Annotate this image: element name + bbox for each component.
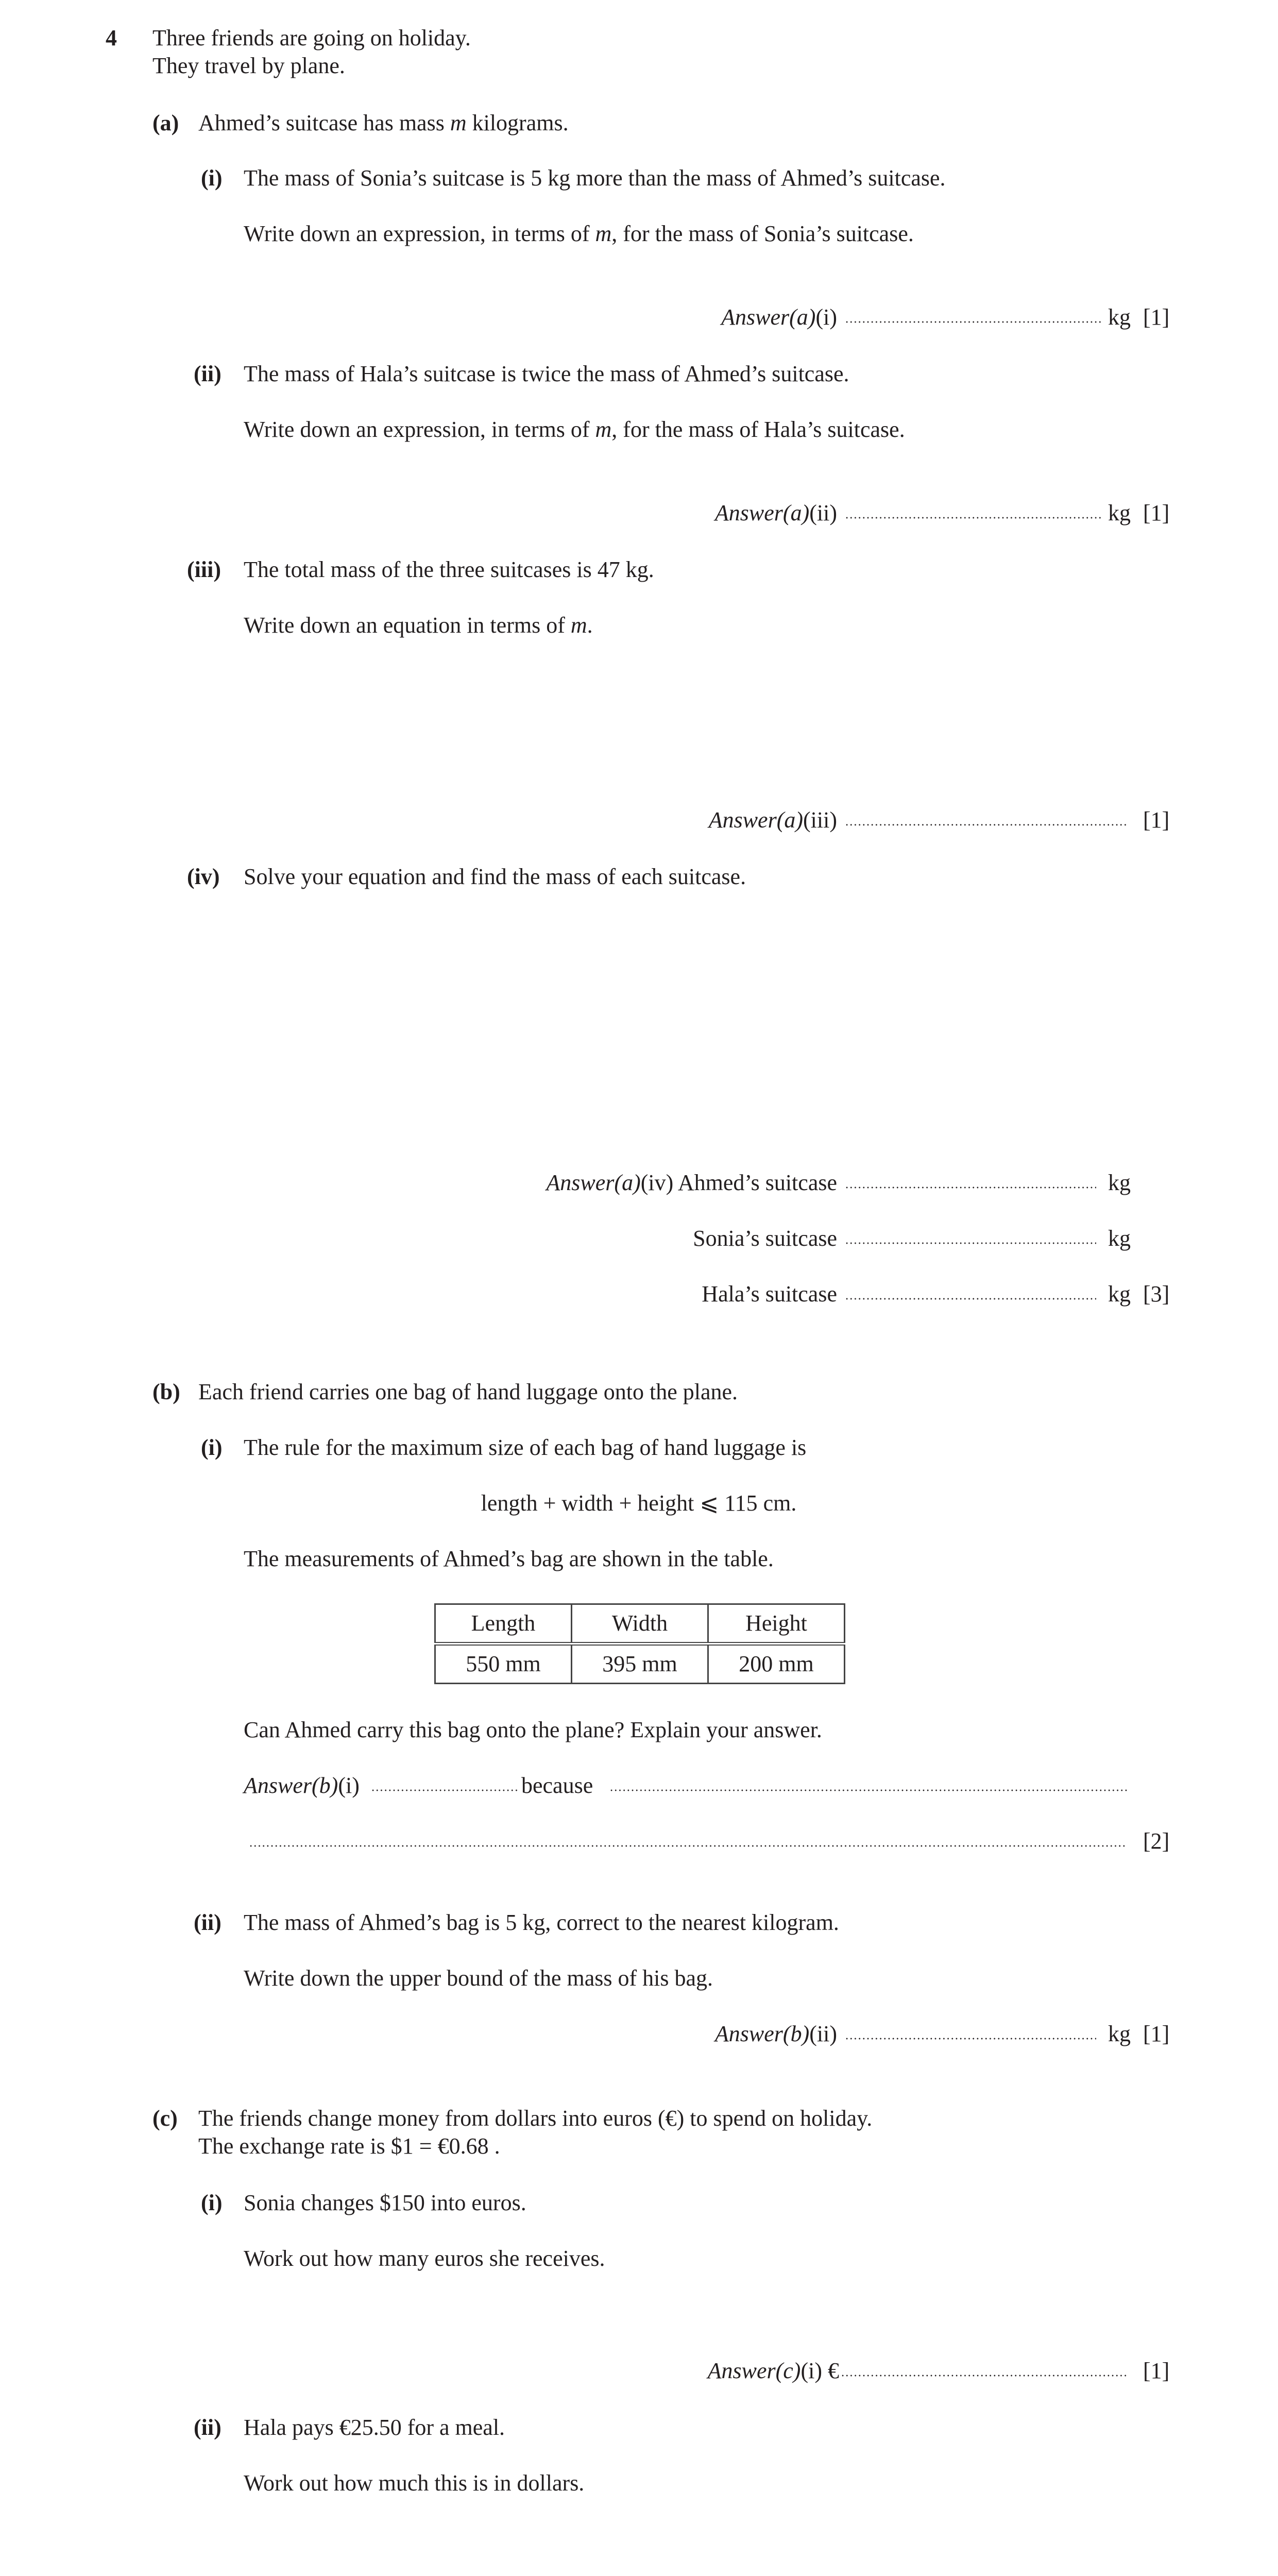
because-label: because	[521, 1773, 593, 1798]
answer-b-ii-marks: [1]	[1143, 2021, 1170, 2046]
part-a-i-text: The mass of Sonia’s suitcase is 5 kg more than the mass of Ahmed’s suitcase.	[244, 165, 946, 191]
part-b-stem: Each friend carries one bag of hand luggage onto the plane.	[198, 1379, 738, 1404]
part-a-ii-label: (ii)	[194, 361, 221, 386]
part-c-ii-label: (ii)	[194, 2415, 221, 2440]
part-a-ii-instruction: Write down an expression, in terms of m, for the mass of Hala’s suitcase.	[244, 417, 905, 442]
answer-a-iv-hala-unit: kg	[1108, 1281, 1131, 1307]
part-b-i-label: (i)	[201, 1435, 223, 1460]
part-b-i-question: Can Ahmed carry this bag onto the plane? Explain your answer.	[244, 1717, 822, 1742]
answer-a-iv-marks: [3]	[1143, 1281, 1170, 1307]
intro-line-2: They travel by plane.	[152, 53, 345, 78]
answer-b-i-yesno-line[interactable]	[371, 1789, 518, 1792]
table-intro: The measurements of Ahmed’s bag are shown in the table.	[244, 1546, 774, 1571]
answer-b-i-label: Answer(b)(i)	[244, 1773, 360, 1798]
answer-a-ii-marks: [1]	[1143, 500, 1170, 526]
part-c-i-instruction: Work out how many euros she receives.	[244, 2246, 605, 2271]
part-b-ii-instruction: Write down the upper bound of the mass of his bag.	[244, 1965, 713, 1991]
answer-a-iv-hala-label: Hala’s suitcase	[702, 1281, 837, 1307]
part-a-ii-text: The mass of Hala’s suitcase is twice the mass of Ahmed’s suitcase.	[244, 361, 849, 386]
answer-b-ii-line[interactable]	[845, 2037, 1096, 2040]
part-c-ii-text: Hala pays €25.50 for a meal.	[244, 2415, 505, 2440]
part-a-iv-label: (iv)	[187, 864, 220, 889]
size-rule: length + width + height ⩽ 115 cm.	[481, 1490, 797, 1516]
header-width: Width	[572, 1604, 708, 1644]
answer-a-iv-sonia-label: Sonia’s suitcase	[693, 1226, 837, 1251]
part-c-i-label: (i)	[201, 2190, 223, 2215]
table-header-row	[435, 1604, 845, 1644]
answer-a-ii-line[interactable]	[845, 516, 1102, 519]
answer-a-ii-label: Answer(a)(ii)	[714, 500, 837, 526]
part-b-label: (b)	[152, 1379, 180, 1404]
answer-a-iv-ahmed-unit: kg	[1108, 1170, 1131, 1195]
answer-a-i-label: Answer(a)(i)	[721, 304, 837, 330]
header-length: Length	[435, 1604, 572, 1644]
answer-a-i-unit: kg	[1108, 304, 1131, 330]
part-a-label: (a)	[152, 110, 179, 135]
answer-a-iv-ahmed-label: Answer(a)(iv) Ahmed’s suitcase	[546, 1170, 837, 1195]
answer-a-i-line[interactable]	[845, 320, 1102, 324]
answer-a-iii-line[interactable]	[845, 823, 1127, 826]
value-height: 200 mm	[708, 1644, 845, 1684]
part-a-i-label: (i)	[201, 165, 223, 191]
part-c-ii-instruction: Work out how much this is in dollars.	[244, 2470, 585, 2496]
answer-a-iv-sonia-line[interactable]	[845, 1242, 1096, 1245]
header-height: Height	[708, 1604, 845, 1644]
part-b-i-text: The rule for the maximum size of each bag of hand luggage is	[244, 1435, 807, 1460]
question-number: 4	[106, 25, 117, 50]
part-a-iii-label: (iii)	[187, 557, 221, 582]
answer-a-iii-marks: [1]	[1143, 807, 1170, 833]
answer-a-i-marks: [1]	[1143, 304, 1170, 330]
answer-b-ii-unit: kg	[1108, 2021, 1131, 2046]
answer-b-i-reason-line-2[interactable]	[249, 1844, 1127, 1848]
part-c-stem-2: The exchange rate is $1 = €0.68 .	[198, 2133, 500, 2159]
part-c-label: (c)	[152, 2106, 178, 2131]
value-length: 550 mm	[435, 1644, 572, 1684]
answer-c-i-marks: [1]	[1143, 2358, 1170, 2383]
answer-b-i-reason-line-1[interactable]	[609, 1789, 1127, 1792]
part-b-ii-text: The mass of Ahmed’s bag is 5 kg, correct to the nearest kilogram.	[244, 1910, 839, 1935]
answer-c-i-line[interactable]	[841, 2374, 1127, 2377]
answer-a-iv-sonia-unit: kg	[1108, 1226, 1131, 1251]
answer-a-iv-hala-line[interactable]	[845, 1297, 1096, 1300]
part-a-stem: Ahmed’s suitcase has mass m kilograms.	[198, 110, 569, 135]
part-a-iii-text: The total mass of the three suitcases is 47 kg.	[244, 557, 654, 582]
table-row	[435, 1644, 845, 1684]
part-c-stem-1: The friends change money from dollars into euros (€) to spend on holiday.	[198, 2106, 873, 2131]
answer-b-ii-label: Answer(b)(ii)	[714, 2021, 837, 2046]
part-a-iii-instruction: Write down an equation in terms of m.	[244, 613, 593, 638]
answer-c-i-label: Answer(c)(i) €	[707, 2358, 839, 2383]
answer-a-ii-unit: kg	[1108, 500, 1131, 526]
part-a-i-instruction: Write down an expression, in terms of m, for the mass of Sonia’s suitcase.	[244, 221, 914, 246]
part-c-i-text: Sonia changes $150 into euros.	[244, 2190, 526, 2215]
part-a-iv-text: Solve your equation and find the mass of each suitcase.	[244, 864, 746, 889]
measurements-table	[434, 1603, 845, 1684]
part-b-ii-label: (ii)	[194, 1910, 221, 1935]
value-width: 395 mm	[572, 1644, 708, 1684]
answer-a-iii-label: Answer(a)(iii)	[708, 807, 837, 833]
answer-b-i-marks: [2]	[1143, 1828, 1170, 1854]
intro-line-1: Three friends are going on holiday.	[152, 25, 471, 50]
answer-a-iv-ahmed-line[interactable]	[845, 1186, 1096, 1189]
